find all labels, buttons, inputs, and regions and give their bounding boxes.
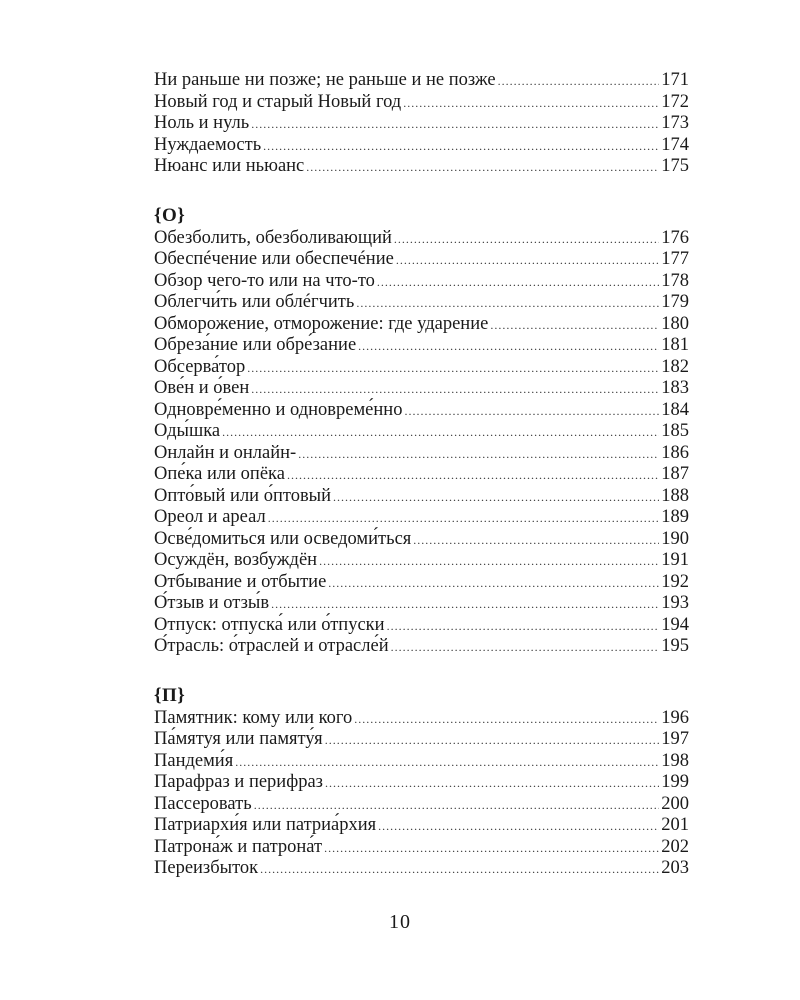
toc-entry-title: Ове́н и о́вен: [154, 378, 250, 398]
toc-entry: [154, 550, 689, 572]
toc-entry-page: 173: [661, 113, 689, 133]
page-number: 10: [389, 911, 411, 933]
toc-entry-title: Осуждён, возбуждён: [154, 550, 318, 570]
toc-entry-title: Обсерва́тор: [154, 356, 246, 377]
toc-entry: [154, 636, 689, 658]
toc-entry-page: 175: [661, 156, 689, 176]
dot-leader: [298, 444, 659, 466]
toc-entry-page: 195: [661, 636, 689, 656]
toc-entry-page: 178: [661, 270, 689, 291]
toc-entry-title: Осве́домиться или осведоми́ться: [154, 528, 412, 549]
dot-leader: [325, 773, 659, 795]
toc-entry: [154, 615, 689, 637]
dot-leader: [413, 530, 659, 552]
dot-leader: [391, 637, 660, 659]
toc-entry-title: Парафраз и перифраз: [154, 772, 323, 792]
dot-leader: [263, 136, 659, 158]
dot-leader: [251, 379, 659, 401]
toc-entry-page: 181: [661, 335, 689, 355]
toc-entry-title: Пассеровать: [154, 793, 252, 814]
toc-entry-title: Обреза́ние или обре́зание: [154, 335, 357, 355]
toc-entry: [154, 464, 689, 486]
toc-entry-title: Памятник: кому или кого: [154, 707, 353, 728]
dot-leader: [268, 508, 660, 530]
toc-entry: [154, 593, 689, 615]
toc-entry: [154, 794, 689, 816]
toc-entry-page: 177: [661, 249, 689, 269]
toc-entry-page: 186: [661, 442, 689, 463]
toc-entry-page: 196: [661, 707, 689, 728]
toc-section: [154, 204, 689, 658]
toc-entry-title: О́тзыв и отзы́в: [154, 593, 270, 613]
dot-leader: [394, 229, 659, 251]
toc-entry-page: 174: [661, 134, 689, 155]
dot-leader: [328, 573, 659, 595]
toc-entry-title: Оды́шка: [154, 421, 221, 441]
dot-leader: [287, 465, 659, 487]
toc-entry-title: Одновре́менно и одновреме́нно: [154, 399, 403, 420]
toc-entry: [154, 70, 689, 92]
toc-entry-page: 172: [661, 91, 689, 112]
dot-leader: [377, 272, 659, 294]
toc-entry-page: 176: [661, 227, 689, 248]
toc-entry: [154, 156, 689, 178]
toc-entry-title: Онлайн и онлайн-: [154, 442, 297, 463]
toc-entry: [154, 314, 689, 336]
dot-leader: [403, 93, 659, 115]
toc-section: [154, 70, 689, 178]
toc-entry-title: Обморожение, отморожение: где ударение: [154, 313, 489, 334]
dot-leader: [378, 816, 659, 838]
toc-entry-title: Обезболить, обезболивающий: [154, 227, 392, 248]
dot-leader: [324, 838, 659, 860]
toc-entry: [154, 228, 689, 250]
toc-entry: [154, 378, 689, 400]
toc-entry-page: 183: [661, 378, 689, 398]
toc-entry-page: 194: [661, 614, 689, 635]
toc-entry: [154, 443, 689, 465]
toc-entry-page: 193: [661, 593, 689, 613]
dot-leader: [325, 730, 660, 752]
toc-entry-title: Новый год и старый Новый год: [154, 91, 402, 112]
toc-entry: [154, 486, 689, 508]
toc-entry-page: 184: [661, 399, 689, 420]
dot-leader: [354, 709, 659, 731]
toc-entry-page: 203: [661, 858, 689, 878]
toc-entry: [154, 421, 689, 443]
toc-entry: [154, 335, 689, 357]
toc-entry-title: Облегчи́ть или облéгчить: [154, 292, 355, 312]
toc-entry-page: 197: [661, 729, 689, 749]
toc-entry: [154, 529, 689, 551]
toc-entry: [154, 572, 689, 594]
toc-entry-page: 190: [661, 528, 689, 549]
toc-entry-page: 192: [661, 571, 689, 592]
toc-entry-title: Па́мятуя или памяту́я: [154, 729, 323, 749]
toc-entry-title: Ореол и ареал: [154, 507, 266, 527]
toc-entry-page: 187: [661, 464, 689, 484]
toc-entry-page: 189: [661, 507, 689, 527]
toc-entry: [154, 92, 689, 114]
dot-leader: [260, 859, 659, 881]
toc-entry: [154, 249, 689, 271]
dot-leader: [254, 795, 660, 817]
table-of-contents: [154, 70, 689, 880]
toc-entry-title: Нуждаемость: [154, 134, 262, 155]
toc-entry-page: 188: [661, 485, 689, 506]
toc-entry: [154, 271, 689, 293]
toc-entry: [154, 729, 689, 751]
dot-leader: [222, 422, 659, 444]
dot-leader: [490, 315, 659, 337]
dot-leader: [498, 71, 660, 93]
dot-leader: [396, 250, 659, 272]
toc-entry-page: 171: [661, 70, 689, 90]
toc-entry: [154, 113, 689, 135]
section-heading: {О}: [154, 204, 186, 226]
dot-leader: [247, 358, 659, 380]
toc-entry-title: Обеспéчение или обеспечéние: [154, 249, 394, 269]
toc-entry-title: Пандеми́я: [154, 750, 234, 771]
toc-entry: [154, 858, 689, 880]
toc-entry-page: 185: [661, 421, 689, 441]
toc-entry: [154, 837, 689, 859]
dot-leader: [251, 114, 659, 136]
dot-leader: [235, 752, 659, 774]
toc-entry: [154, 815, 689, 837]
toc-entry-title: Патрона́ж и патрона́т: [154, 836, 323, 857]
section-heading: {П}: [154, 684, 186, 706]
toc-entry: [154, 708, 689, 730]
dot-leader: [387, 616, 660, 638]
toc-entry-title: Патриархи́я или патриа́рхия: [154, 815, 377, 835]
toc-entry: [154, 357, 689, 379]
toc-entry-page: 179: [661, 292, 689, 312]
toc-entry-title: Отбывание и отбытие: [154, 571, 327, 592]
dot-leader: [306, 157, 659, 179]
toc-entry: [154, 400, 689, 422]
toc-entry-title: Отпуск: отпуска́ или о́тпуски: [154, 614, 385, 635]
dot-leader: [271, 594, 659, 616]
toc-entry-title: Обзор чего-то или на что-то: [154, 270, 375, 291]
dot-leader: [404, 401, 659, 423]
toc-section: [154, 684, 689, 880]
dot-leader: [319, 551, 659, 573]
toc-entry-title: Опто́вый или о́птовый: [154, 485, 332, 506]
toc-entry-page: 198: [661, 750, 689, 771]
dot-leader: [356, 293, 659, 315]
toc-entry-title: Ни раньше ни позже; не раньше и не позже: [154, 70, 496, 90]
toc-entry-page: 180: [661, 313, 689, 334]
toc-entry: [154, 135, 689, 157]
dot-leader: [358, 336, 659, 358]
toc-entry-title: Переизбыток: [154, 858, 259, 878]
toc-entry-page: 201: [661, 815, 689, 835]
toc-entry-page: 191: [661, 550, 689, 570]
toc-entry-page: 202: [661, 836, 689, 857]
toc-entry-title: О́трасль: о́траслей и отрасле́й: [154, 636, 389, 656]
toc-entry-page: 200: [661, 793, 689, 814]
toc-entry: [154, 292, 689, 314]
toc-entry: [154, 772, 689, 794]
toc-entry-title: Опе́ка или опёка: [154, 464, 285, 484]
toc-entry-page: 199: [661, 772, 689, 792]
toc-entry-title: Ноль и нуль: [154, 113, 250, 133]
toc-entry-title: Нюанс или ньюанс: [154, 156, 305, 176]
toc-entry: [154, 507, 689, 529]
toc-entry-page: 182: [661, 356, 689, 377]
dot-leader: [333, 487, 659, 509]
toc-entry: [154, 751, 689, 773]
